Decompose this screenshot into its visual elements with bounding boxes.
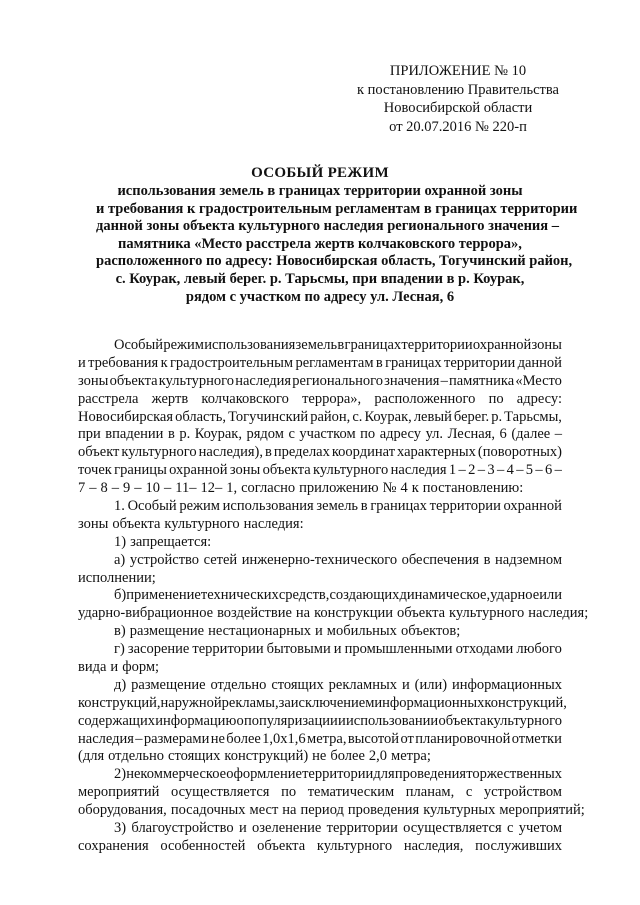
body-word: воздействие [217,605,292,622]
body-word: – [535,462,543,479]
body-word: засорение [127,641,190,658]
body-word: осуществляется [171,784,270,801]
body-word: с [506,820,514,837]
body-word: Лесная, [447,426,496,443]
body-word: объектов; [400,623,461,640]
body-word: ударно-вибрационное [78,605,214,622]
body-word: пределах [273,444,330,461]
body-word: планам, [405,784,455,801]
body-word: Новосибирская [78,408,174,425]
body-line [78,623,562,641]
body-word: стоящих [271,676,324,693]
body-word: согласно [241,480,296,497]
body-word: б) [114,587,127,604]
body-word: конструкций, [484,694,567,711]
body-word: 4 [506,462,514,479]
body-word: период [300,802,344,819]
body-word: (или) [414,676,448,693]
body-word: наследия [235,372,292,389]
body-word: – [458,462,466,479]
document-title [96,164,578,306]
body-word: объекта [109,372,158,389]
body-word: надземном [495,551,562,568]
body-word: наследия: [243,515,304,532]
body-word: точек [78,462,112,479]
body-word: ударное [490,587,540,604]
body-word: информационных [374,694,485,711]
title-line: и требования к градостроительным регламентам в границах территории [96,200,578,217]
body-line [78,694,567,713]
body-word: 6 [545,462,553,479]
body-word: земель [295,337,338,353]
body-word: (поворотных) [477,444,562,461]
body-line [78,802,585,820]
body-line [78,516,562,534]
body-word: устройством [483,784,562,801]
body-line [78,713,562,731]
body-word: использования [222,498,314,515]
body-word: адресу [379,426,422,443]
body-word: территории [326,820,398,837]
title-line: расположенного по адресу: Новосибирская область, Тогучинский район, [96,253,573,270]
body-word: 3) [114,820,127,837]
body-word: отметки [511,730,562,747]
body-word: зоны [229,462,261,479]
body-word: на [295,605,311,622]
body-word: нестационарных [208,623,311,640]
body-word: – [89,480,97,497]
body-line [78,552,562,570]
body-word: проведения [347,802,420,819]
body-word: область, [175,408,227,425]
body-word: на [282,802,297,819]
body-word: градостроительным [169,354,294,371]
body-word: территории [444,354,516,371]
body-word: с. [352,408,363,425]
body-line [78,677,562,695]
body-word: культурных [423,802,496,819]
body-word: оформление [226,766,302,783]
body-word: берег. [453,408,490,425]
annex-reference: к постановлению Правительства [357,81,559,98]
body-word: 10 [145,480,160,497]
body-word: – [477,462,485,479]
body-word: впадении [105,426,164,443]
body-word: более [330,748,365,765]
body-word: № [382,480,397,497]
body-word: объекта [397,605,446,622]
body-word: террора», [302,390,362,407]
body-word: особенностей [160,837,246,854]
body-word: наследия, [403,837,464,854]
body-word: 1. [114,498,125,515]
body-word: и [401,676,410,693]
body-word: и [238,820,247,837]
body-word: 2 [468,462,476,479]
body-word: конструкции [314,605,394,622]
body-word: регламентам [295,354,374,371]
title-line: данной зоны объекта культурного наследия регионального значения – [96,218,560,235]
body-word: от [400,730,414,747]
body-word: информацию [155,712,237,729]
body-word: по [360,426,376,443]
body-word: посадочных [170,802,246,819]
body-word: р. [179,426,191,443]
body-line [78,766,562,784]
body-line [78,587,562,605]
body-word: обеспечения [401,551,480,568]
body-word: технических [200,587,279,604]
body-word: приложению [299,480,379,497]
body-word: координат [331,444,396,461]
annex-region: Новосибирской области [383,100,533,116]
body-word: бытовыми [266,641,331,658]
body-word: не [210,730,225,747]
body-word: объекта [112,515,161,532]
body-word: зоны [78,515,109,532]
body-line [78,534,562,552]
body-word: – [554,426,562,443]
body-word: и [110,659,119,676]
body-word: 1,0х1,6 [262,730,306,747]
body-word: при [78,426,101,443]
body-line [78,409,562,427]
body-word: охранной [472,337,532,353]
body-word: и [315,623,323,640]
body-word: д) [114,676,127,693]
body-word: по [488,390,504,407]
body-word: 1) [114,533,127,550]
body-word: высотой [347,730,400,747]
body-line [78,426,562,444]
body-word: – [554,462,562,479]
body-line [78,820,562,838]
body-word: 4 [400,480,408,497]
body-line [78,838,562,856]
body-word: объекта [438,712,487,729]
body-word: динамическое, [399,587,491,604]
body-word: «Место [515,372,562,389]
body-line [78,659,562,677]
body-line [78,641,562,659]
body-word: и [333,641,342,658]
body-word: 6 [499,426,507,443]
body-line [78,570,562,588]
body-word: территории [401,337,473,353]
body-word: планировочной [415,730,511,747]
body-word: границах [344,337,402,353]
body-word: инженерно-технического [241,551,398,568]
body-word: отдельно [108,748,165,765]
body-word: мероприятий [78,784,160,801]
body-word: Тарьсмы, [504,408,562,425]
body-word: Коурак, [194,426,242,443]
body-word: в [265,444,272,461]
body-word: мероприятий; [499,802,585,819]
body-word: колчаковского [201,390,289,407]
body-word: мест [249,802,279,819]
body-word: содержащих [78,712,155,729]
body-word: культурного [486,712,562,729]
body-word: жертв [151,390,189,407]
body-word: земель [316,498,359,515]
body-word: – [134,480,142,497]
body-word: режим [179,498,220,515]
body-word: популяризации [244,712,338,729]
body-word: размещение [129,623,205,640]
body-word: торжественных [466,766,562,783]
body-word: – [111,480,119,497]
body-word: – [496,462,505,479]
annex-number: ПРИЛОЖЕНИЕ № 10 [389,63,527,79]
body-word: наследия; [528,605,589,622]
body-line [78,731,562,749]
body-word: г) [114,641,125,658]
body-word: район, [310,408,351,425]
body-line [78,444,562,462]
body-word: границах [370,498,427,515]
body-word: использовании [346,712,439,729]
body-word: зоны [78,372,109,389]
body-word: левый [413,408,452,425]
body-line [78,480,562,498]
body-word: – [516,462,524,479]
body-word: тематическим [307,784,395,801]
title-line: с. Коурак, левый берег. р. Тарьсмы, при впадении в р. Коурак, [115,270,525,287]
body-word: наследия [390,462,447,479]
body-word: для [373,766,395,783]
body-word: некоммерческое [126,766,227,783]
body-word: благоустройство [131,820,234,837]
body-word: значения [384,372,440,389]
body-word: требования [88,354,159,371]
body-word: учетом [518,820,562,837]
body-word: наследия), [198,444,264,461]
body-word: в [167,426,175,443]
body-word: с [465,784,473,801]
body-word: оборудования, [78,802,167,819]
annex-date: от 20.07.2016 № 220-п [389,118,527,135]
body-word: применение [126,587,201,604]
body-word: рекламы, [221,694,279,711]
body-word: сетей [203,551,238,568]
body-word: 1, [226,480,238,497]
body-word: за [278,694,291,711]
body-word: границы [114,462,167,479]
body-word: отдельно [210,676,267,693]
body-word: сохранения [78,837,149,854]
body-word: – [135,730,143,747]
body-word: мобильных [326,623,397,640]
body-word: памятника [448,372,515,389]
body-word: территории [302,766,374,783]
body-word: или [539,587,562,604]
body-line [78,784,562,802]
body-word: культурного [164,515,240,532]
body-word: запрещается: [130,533,212,550]
body-word: 2) [114,766,127,783]
body-word: осуществляется [403,820,502,837]
body-word: (для [78,748,105,765]
body-word: участком [299,426,356,443]
body-word: размерами [143,730,210,747]
title-line: использования земель в границах территории охранной зоны [117,183,523,199]
body-word: отходами [455,641,514,658]
body-word: стоящих [168,748,221,765]
body-word: 8 [100,480,108,497]
body-word: 1 [448,462,457,479]
body-word: по [281,784,297,801]
annex-header [338,62,578,136]
body-word: проведения [394,766,467,783]
body-word: наружной [160,694,222,711]
body-word: размещение [131,676,206,693]
body-line [78,748,562,766]
body-word: характерных [397,444,476,461]
body-word: промышленными [344,641,453,658]
body-word: использования [204,337,296,353]
body-word: – [164,480,172,497]
body-word: ул. [425,426,444,443]
body-word: территории [192,641,264,658]
body-word: культурного [316,837,393,854]
body-word: расстрела [78,390,139,407]
document-body [78,337,589,856]
body-word: в) [114,623,126,640]
body-word: режим [163,337,204,353]
body-word: объекта [257,837,306,854]
body-line [78,337,562,355]
body-word: адресу: [516,390,562,407]
body-word: и [78,354,86,371]
body-word: в [360,498,368,515]
body-word: 3 [487,462,495,479]
body-word: расположенного [374,390,476,407]
body-word: 7 [78,480,86,497]
body-word: метра, [307,730,347,747]
body-word: не [312,748,327,765]
body-line [78,373,562,391]
body-word: 9 [123,480,131,497]
body-word: охранной [503,498,562,515]
body-word: с [288,426,295,443]
body-word: и [338,712,346,729]
body-word: исключением [290,694,375,711]
body-word: (далее [511,426,551,443]
body-word: средств, [278,587,330,604]
body-word: данной [517,354,562,371]
body-word: территории [429,498,501,515]
body-word: более [226,730,261,747]
body-word: информационных [452,676,562,693]
body-word: 2,0 [368,748,388,765]
body-word: вида [78,659,107,676]
body-word: объекта [262,462,311,479]
body-word: создающих [329,587,400,604]
body-word: 12– [200,480,223,497]
body-word: исполнении; [78,569,156,586]
body-word: Тогучинский [228,408,309,425]
body-word: любого [516,641,562,658]
body-word: р. [491,408,503,425]
body-word: в [375,354,383,371]
body-word: форм; [122,659,160,676]
body-word: послуживших [475,837,562,854]
body-word: устройство [129,551,200,568]
title-line: памятника «Место расстрела жертв колчаковского террора», [118,235,522,252]
body-word: 11– [175,480,197,497]
body-word: постановлению: [422,480,524,497]
body-word: культурного [449,605,525,622]
body-word: о [236,712,244,729]
body-word: Особый [127,498,177,515]
body-word: рядом [246,426,284,443]
body-line [78,462,562,480]
body-word: культурного [313,462,389,479]
title-line: рядом с участком по адресу ул. Лесная, 6 [185,288,455,305]
body-word: Коурак, [364,408,412,425]
body-word: регионального [292,372,383,389]
body-line [78,498,562,516]
body-line [78,355,562,373]
body-word: – [440,372,448,389]
body-word: наследия [78,730,134,747]
body-word: конструкций, [78,694,161,711]
body-word: объект [78,444,120,461]
body-word: рекламных [328,676,397,693]
body-word: метра; [391,748,431,765]
body-word: зоны [531,337,562,353]
body-word: конструкций) [224,748,309,765]
body-line [78,391,562,409]
body-word: культурного [158,372,235,389]
body-word: границах [385,354,442,371]
body-word: охранной [169,462,228,479]
body-word: в [337,337,345,353]
body-line [78,605,589,623]
body-word: в [483,551,491,568]
body-word: озеленение [252,820,322,837]
body-word: Особый [114,337,164,353]
body-word: к [411,480,419,497]
body-word: к [160,354,168,371]
body-word: культурного [121,444,197,461]
title-main: ОСОБЫЙ РЕЖИМ [251,165,389,181]
body-word: 5 [525,462,534,479]
body-word: а) [114,551,126,568]
